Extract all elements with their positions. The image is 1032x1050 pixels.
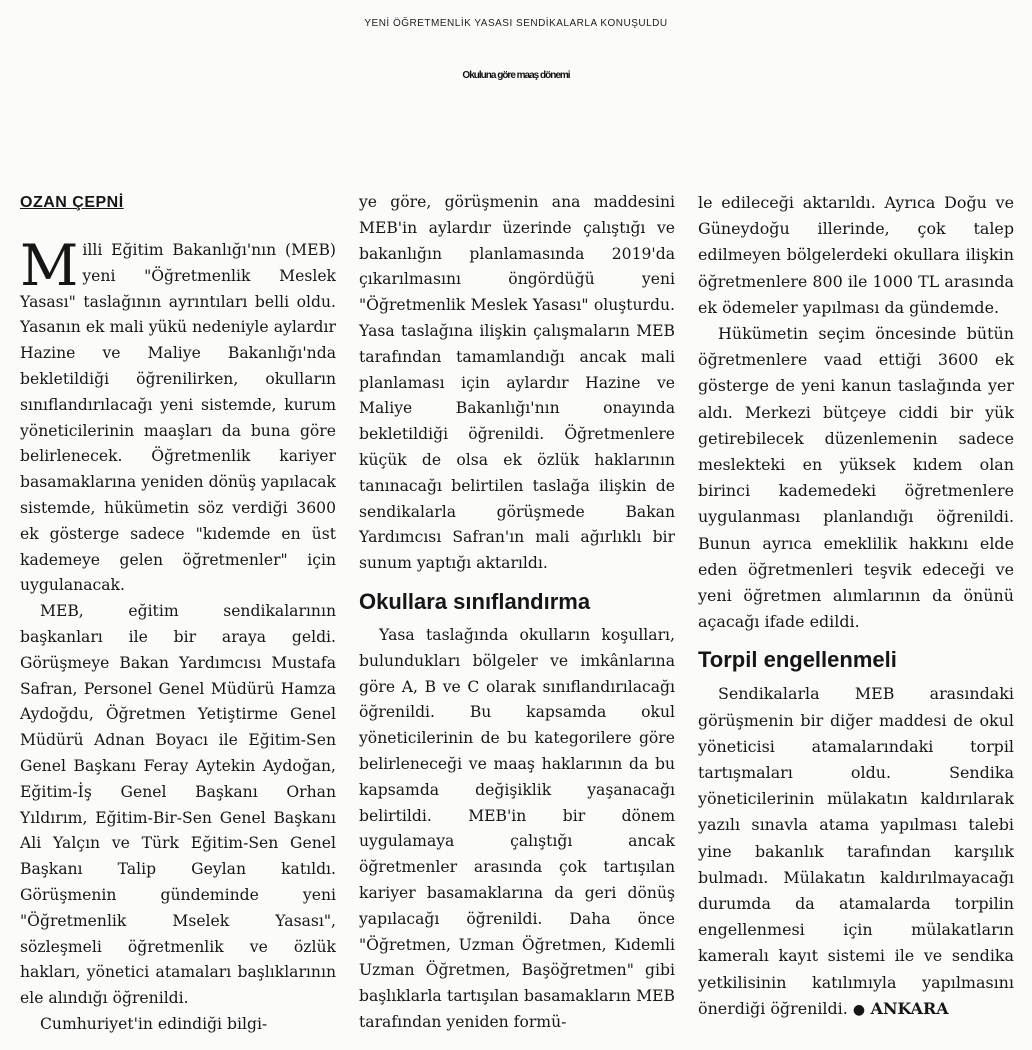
dateline-city: ANKARA (870, 998, 949, 1018)
subheading: Torpil engellenmeli (698, 647, 897, 673)
paragraph-text: illi Eğitim Bakanlığı'nın (MEB) yeni "Öğretmenlik Meslek Yasası" taslağının ayrıntıları belli oldu. Yasanın ek mali yükü nedeniyle aylardır Hazine ve Maliye Bakanlığı'nda bekletildiği öğrenilirken, okulların sınıflandırılacağı yeni sistemde, kurum yöneticilerinin maaşları da buna göre belirlenecek. Öğretmenlik kariyer basamaklarına yeniden dönüş yapılacak sistemde, hükümetin söz verdiği 3600 ek gösterge sadece "kıdemde en üst kademeye gelen öğretmenler" için uygulanacak. (20, 241, 336, 595)
headline: Okuluna göre maaş dönemi (462, 70, 570, 81)
column-3 (698, 190, 1014, 1023)
paragraph: ye göre, görüşmenin ana maddesini MEB'in aylardır üzerinde çalıştığı ve bakanlığın planlamasında 2019'da çıkarılmasını öngördüğü yeni "Öğretmenlik Meslek Yasası" oluşturdu. Yasa taslağına ilişkin çalışmaların MEB tarafından tamamlandığı ancak mali planlaması için aylardır Hazine ve Maliye Bakanlığı'nın onayında bekletildiği öğrenildi. Öğretmenlere küçük de olsa ek özlük haklarının tanınacağı belirtilen taslağa ilişkin de sendikalarla görüşmede Bakan Yardımcısı Safran'ın mali ağırlıklı bir sunum yaptığı aktarıldı. (359, 193, 675, 573)
bullet-icon: ● (852, 1001, 866, 1018)
paragraph: Cumhuriyet'in edindiği bilgi- (40, 1014, 268, 1033)
paragraph-text: Sendikalarla MEB arasındaki görüşmenin bir diğer maddesi de okul yöneticisi atamalarındaki torpil tartışmaları oldu. Sendika yöneticilerinin mülakatın kaldırılarak yazılı sınavla atama yapılması talebi yine bakanlık tarafından karşılık bulmadı. Mülakatın kaldırılmayacağı durumda da atamalarda torpilin engellenmesi için mülakatların kameralı kayıt sistemi ile ve sendika yetkilisinin katılımıyla yapılmasını önerdiği öğrenildi. (698, 684, 1014, 1018)
dateline (853, 999, 949, 1018)
paragraph: Yasa taslağında okulların koşulları, bulundukları bölgeler ve imkânlarına göre A, B ve C olarak sınıflandırılacağı öğrenildi. Bu kapsamda okul yöneticilerinin de bu kategorilere göre belirleneceği ve maaş haklarının da bu kapsamda değişiklik yaşanacağı belirtildi. MEB'in bir dönem uygulamaya çalıştığı ancak öğretmenler arasında çok tartışılan kariyer basamaklarına da geri dönüş yapılacağı öğrenildi. Daha önce "Öğretmen, Uzman Öğretmen, Kıdemli Uzman Öğretmen, Başöğretmen" gibi başlıklarla tartışılan basamakların MEB tarafından yeniden formü- (359, 625, 675, 1031)
paragraph: MEB, eğitim sendikalarının başkanları ile bir araya geldi. Görüşmeye Bakan Yardımcısı Mustafa Safran, Personel Genel Müdürü Hamza Aydoğdu, Öğretmen Yetiştirme Genel Müdürü Adnan Boyacı ile Eğitim-Sen Genel Başkanı Feray Aytekin Aydoğan, Eğitim-İş Genel Başkanı Orhan Yıldırım, Eğitim-Bir-Sen Genel Başkanı Ali Yalçın ve Türk Eğitim-Sen Genel Başkanı Talip Geylan katıldı. Görüşmenin gündeminde yeni "Öğretmenlik Mselek Yasası", sözleşmeli öğretmenlik ve özlük hakları, yönetici atamaları başlıklarının ele alındığı öğrenildi. (20, 602, 336, 1008)
paragraph: le edileceği aktarıldı. Ayrıca Doğu ve Güneydoğu illerinde, çok talep edilmeyen bölgelerdeki okullara ilişkin öğretmenlere 800 ile 1000 TL arasında ek ödemeler yapılması da gündemde. (698, 193, 1014, 317)
column-2 (359, 190, 675, 1036)
paragraph (20, 233, 336, 599)
paragraph (698, 681, 1014, 1023)
byline: OZAN ÇEPNİ (20, 194, 124, 211)
drop-cap: M (20, 233, 79, 299)
column-1 (20, 190, 336, 1038)
subheading: Okullara sınıflandırma (359, 588, 591, 614)
paragraph: Hükümetin seçim öncesinde bütün öğretmenlere vaad ettiği 3600 ek gösterge de yeni kanun taslağında yer aldı. Merkezi bütçeye ciddi bir yük getirebilecek düzenlemenin sadece meslekteki en yüksek kıdem olan birinci kademedeki öğretmenlere uygulanması planlandığı öğrenildi. Bunun ayrıca emeklilik hakkını elde eden öğretmenleri teşvik edeceği ve yeni öğretmen alımlarının da önünü açacağı ifade edildi. (698, 324, 1014, 632)
kicker: YENİ ÖĞRETMENLİK YASASI SENDİKALARLA KONUŞULDU (364, 18, 668, 29)
